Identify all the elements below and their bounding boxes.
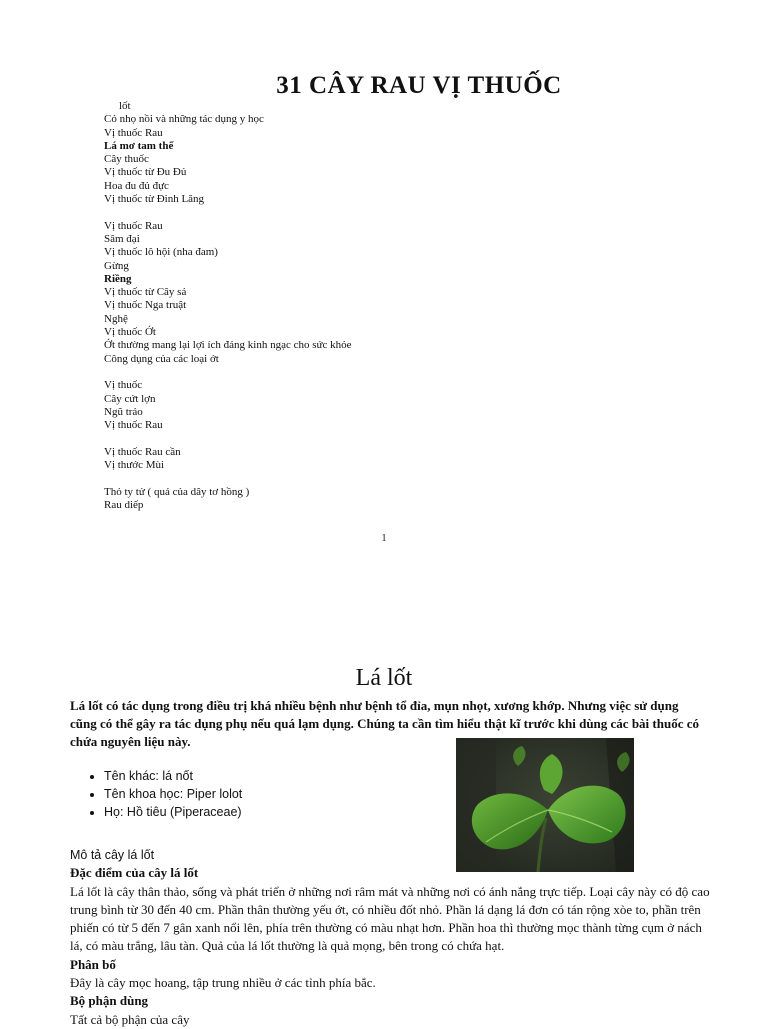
toc-item[interactable]: Cây cứt lợn: [104, 392, 156, 405]
section-title: Lá lốt: [355, 665, 413, 691]
toc-item[interactable]: Vị thuốc Nga truật: [104, 299, 187, 312]
toc-item[interactable]: Vị thuốc Rau cần: [104, 445, 181, 458]
toc-item[interactable]: Cỏ nhọ nồi và những tác dụng y học: [104, 113, 264, 126]
plant-description: [70, 846, 710, 1029]
toc-item[interactable]: Nghệ: [104, 312, 128, 325]
toc-item[interactable]: Vị thuốc Rau: [104, 419, 163, 432]
toc-item[interactable]: Rau diếp: [104, 498, 144, 511]
toc-item[interactable]: Hoa đu đủ đực: [104, 179, 169, 192]
toc-item[interactable]: Gừng: [104, 259, 129, 272]
toc-item[interactable]: Vị thuốc Ớt: [104, 326, 156, 339]
distribution-text: Đây là cây mọc hoang, tập trung nhiều ở các tỉnh phía bắc.: [70, 975, 376, 991]
toc-item[interactable]: Ớt thường mang lại lợi ích đáng kinh ngạc cho sức khỏe: [104, 339, 352, 352]
toc-item[interactable]: Vị thước Mùi: [104, 459, 165, 472]
toc-item[interactable]: Vị thuốc Rau: [104, 219, 163, 232]
parts-text: Tất cả bộ phận của cây: [70, 1011, 190, 1027]
toc-spacer: [104, 432, 524, 445]
features-text: Lá lốt là cây thân thảo, sống và phát triển ở những nơi râm mát và những nơi có ánh nắng trực tiếp. Loại cây này có độ cao trung bình từ 30 đến 40 cm. Phần thân thường yếu ớt, có nhiều đốt nhỏ. Phần lá dạng lá đơn có tán rộng xòe to, phần trên phiến có từ 5 đến 7 gân xanh nổi lên, phía trên thường có màu nhạt hơn. Phần hoa thì thường mọc thành từng cụm ở nách lá, có màu trắng, lâu tàn. Quả của lá lốt thường là quả mọng, bên trong có chứa hạt.: [70, 883, 710, 954]
toc-item[interactable]: Vị thuốc: [104, 379, 143, 392]
plant-properties-list: [62, 767, 474, 821]
toc-item[interactable]: Công dụng của các loại ớt: [104, 352, 219, 365]
features-heading: Đặc điểm của cây lá lốt: [70, 865, 199, 881]
intro-paragraph: Lá lốt có tác dụng trong điều trị khá nhiều bệnh như bệnh tổ đỉa, mụn nhọt, xương khớp. Nhưng việc sử dụng cũng có thể gây ra tác dụng phụ nếu quá lạm dụng. Chúng ta cần tìm hiểu thật kĩ trước khi dùng các bài thuốc có chứa nguyên liệu này.: [70, 698, 699, 749]
toc-item[interactable]: Thỏ ty tử ( quả của dây tơ hồng ): [104, 485, 250, 498]
toc-item[interactable]: Vị thuốc từ Đinh Lăng: [104, 193, 205, 206]
toc-spacer: [104, 472, 524, 485]
toc-item[interactable]: Vị thuốc từ Cây sả: [104, 286, 187, 299]
property-scientific-name: • Tên khoa học: Piper lolot: [104, 785, 474, 803]
toc-item[interactable]: Sâm đại: [104, 232, 140, 245]
parts-heading: Bộ phận dùng: [70, 993, 149, 1009]
toc-item[interactable]: Ngũ trảo: [104, 405, 143, 418]
toc-item[interactable]: Cây thuốc: [104, 153, 149, 166]
toc-item[interactable]: Vị thuốc Rau: [104, 126, 163, 139]
toc-item[interactable]: Lá mơ tam thể: [104, 139, 174, 152]
page-number: 1: [381, 533, 387, 544]
table-of-contents: [104, 100, 524, 512]
property-other-name: • Tên khác: lá nốt: [104, 767, 474, 785]
toc-item[interactable]: Vị thuốc lô hội (nha đam): [104, 246, 218, 259]
page-title: 31 CÂY RAU VỊ THUỐC: [276, 72, 562, 99]
toc-item[interactable]: Riềng: [104, 272, 132, 285]
toc-item[interactable]: Vị thuốc từ Đu Đủ: [104, 166, 187, 179]
property-family: • Họ: Hồ tiêu (Piperaceae): [104, 803, 474, 821]
toc-spacer: [104, 366, 524, 379]
toc-spacer: [104, 206, 524, 219]
distribution-heading: Phân bố: [70, 956, 116, 972]
description-label: Mô tả cây lá lốt: [70, 848, 155, 862]
toc-item[interactable]: lốt: [119, 100, 131, 112]
